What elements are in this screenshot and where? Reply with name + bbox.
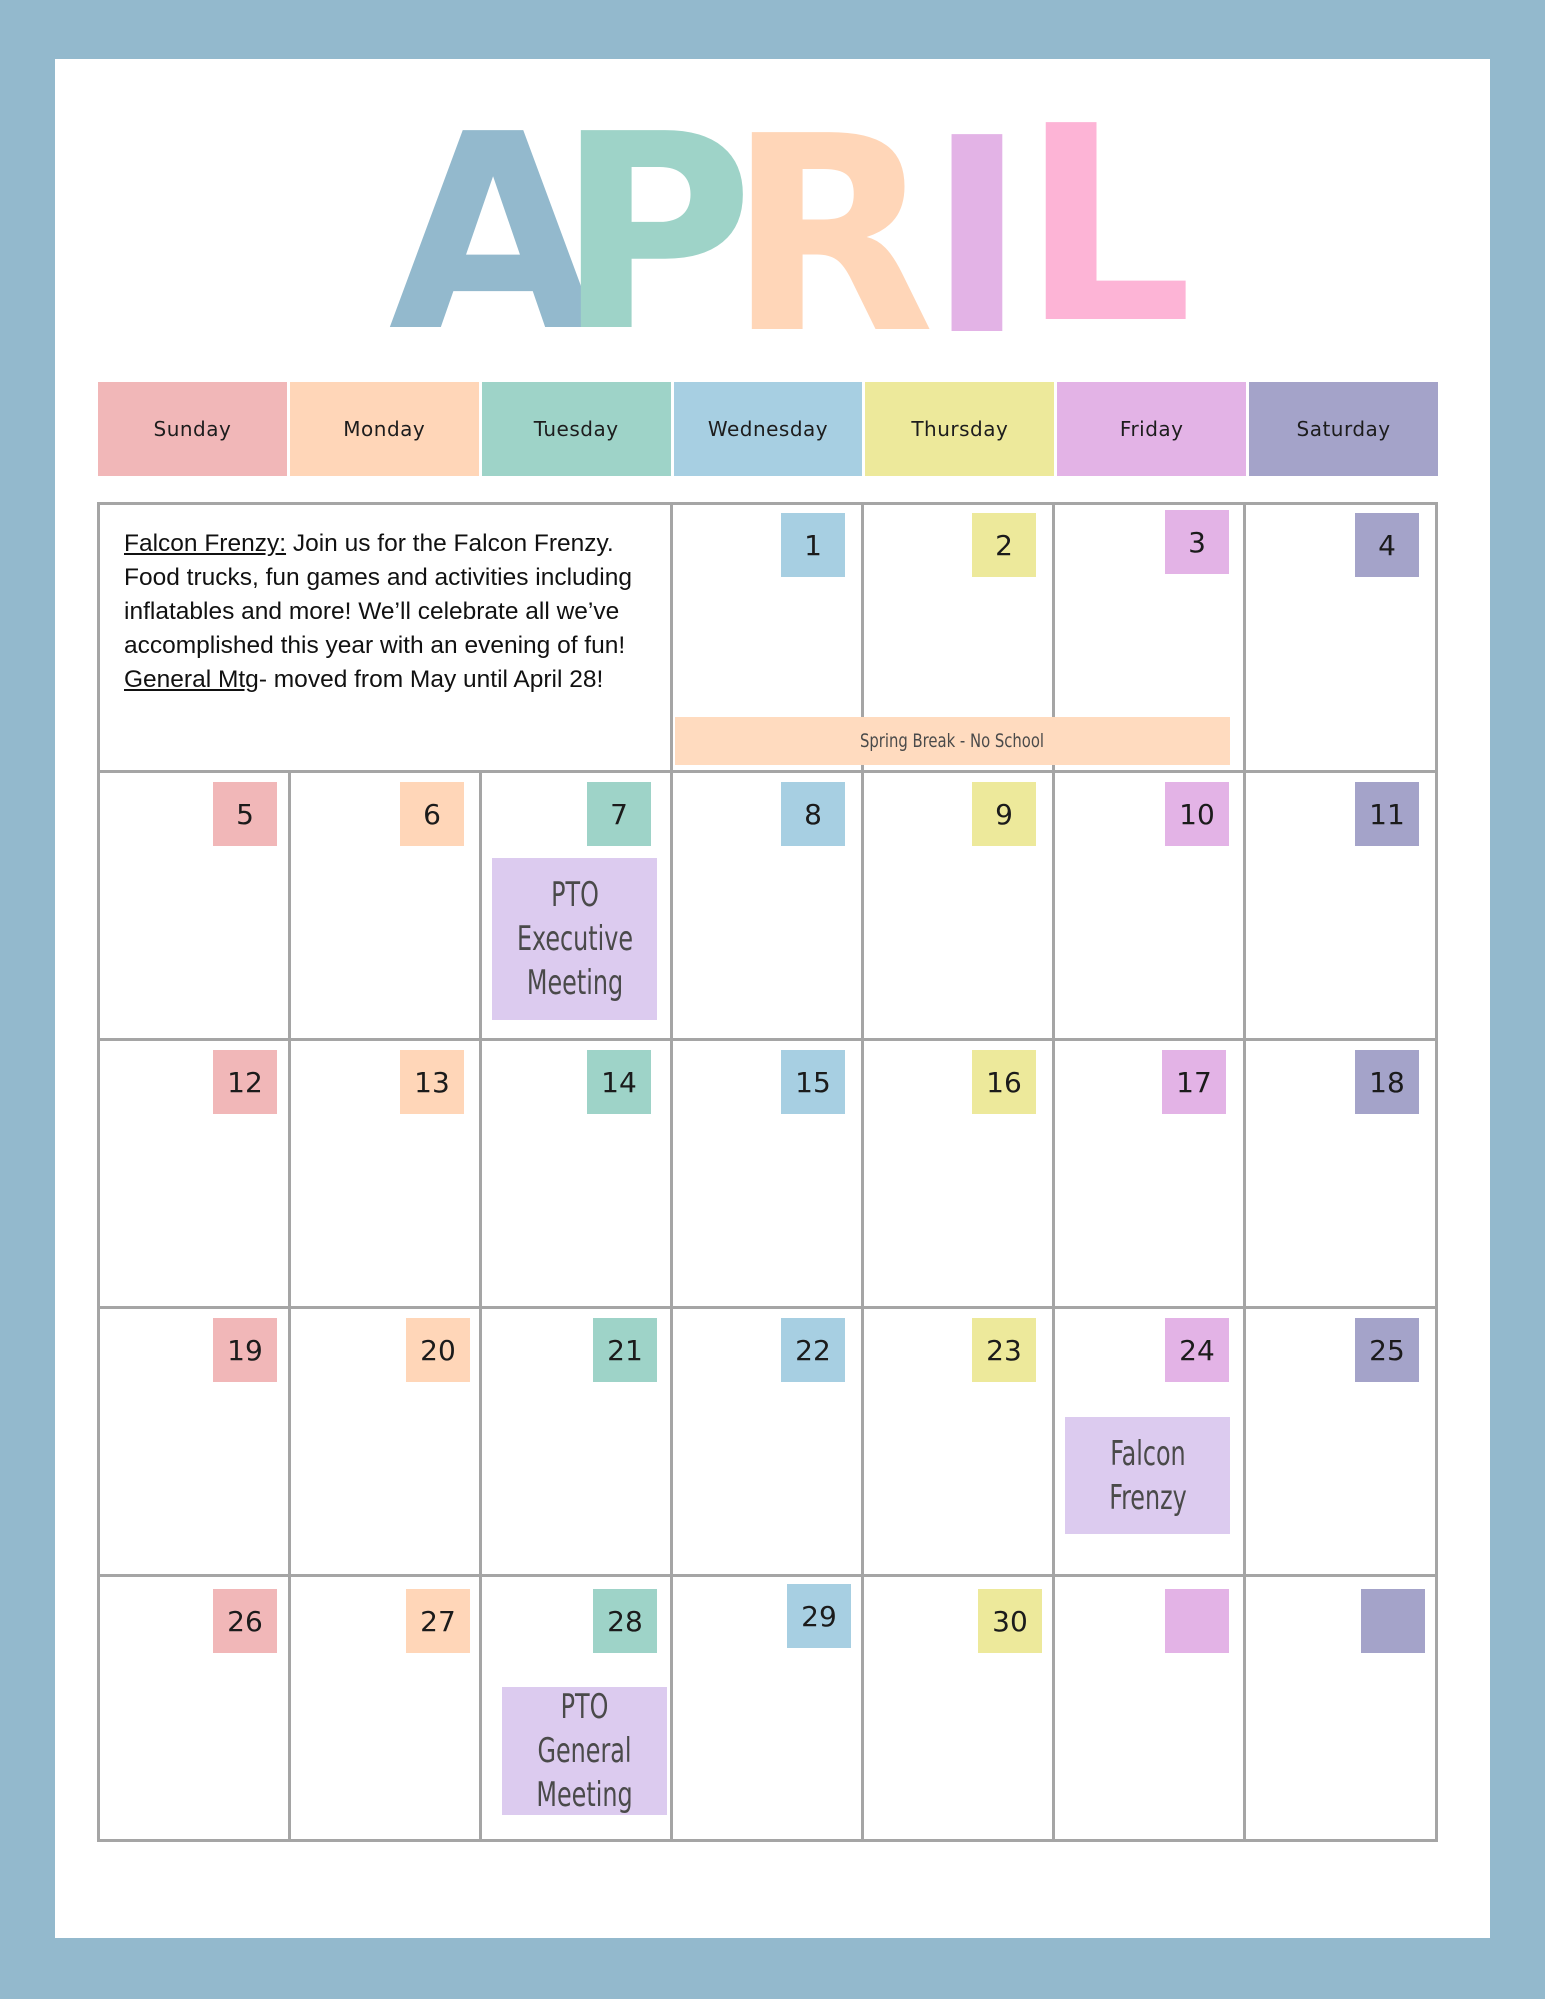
day-number: 17 xyxy=(1162,1050,1226,1114)
day-number: 19 xyxy=(213,1318,277,1382)
day-number: 24 xyxy=(1165,1318,1229,1382)
day-cell-17[interactable] xyxy=(1055,1041,1246,1309)
calendar-page xyxy=(55,59,1490,1938)
day-number: 27 xyxy=(406,1589,470,1653)
day-number: 25 xyxy=(1355,1318,1419,1382)
pto-executive-meeting-label: PTO Executive Meeting xyxy=(516,875,633,1003)
day-number: 3 xyxy=(1165,510,1229,574)
day-cell-14[interactable] xyxy=(482,1041,673,1309)
day-cell-28[interactable] xyxy=(482,1577,673,1842)
weekday-thursday: Thursday xyxy=(865,382,1054,476)
day-cell-22[interactable] xyxy=(673,1309,864,1577)
day-number: 30 xyxy=(978,1589,1042,1653)
day-number: 29 xyxy=(787,1584,851,1648)
day-cell-30[interactable] xyxy=(864,1577,1055,1842)
day-cell-20[interactable] xyxy=(291,1309,482,1577)
day-cell-9[interactable] xyxy=(864,773,1055,1041)
title-letter-a: A xyxy=(388,76,598,379)
weekday-wednesday: Wednesday xyxy=(674,382,863,476)
falcon-frenzy-label: Falcon Frenzy: xyxy=(124,530,287,557)
weekday-header xyxy=(98,382,1438,476)
day-number: 2 xyxy=(972,513,1036,577)
title-letter-i: I xyxy=(926,80,1028,379)
day-cell-18[interactable] xyxy=(1246,1041,1435,1309)
day-number: 16 xyxy=(972,1050,1036,1114)
weekday-saturday: Saturday xyxy=(1249,382,1438,476)
day-number: 14 xyxy=(587,1050,651,1114)
general-mtg-label: General Mtg xyxy=(124,666,259,693)
empty-day-marker xyxy=(1361,1589,1425,1653)
weekday-sunday: Sunday xyxy=(98,382,287,476)
day-cell-16[interactable] xyxy=(864,1041,1055,1309)
day-number: 7 xyxy=(587,782,651,846)
pto-general-meeting-label: PTO General Meeting xyxy=(536,1687,633,1815)
spring-break-label: Spring Break - No School xyxy=(860,730,1045,752)
day-cell-7[interactable] xyxy=(482,773,673,1041)
pto-general-meeting-event[interactable] xyxy=(502,1687,667,1815)
day-number: 1 xyxy=(781,513,845,577)
day-number: 8 xyxy=(781,782,845,846)
general-mtg-text: - moved from May until April 28! xyxy=(258,666,604,693)
month-title xyxy=(55,59,1490,379)
pto-executive-meeting-event[interactable] xyxy=(492,858,657,1020)
day-number: 21 xyxy=(593,1318,657,1382)
day-number: 6 xyxy=(400,782,464,846)
day-number: 4 xyxy=(1355,513,1419,577)
spring-break-banner xyxy=(675,717,1230,765)
day-cell-23[interactable] xyxy=(864,1309,1055,1577)
day-number: 22 xyxy=(781,1318,845,1382)
title-letter-l: L xyxy=(1020,68,1194,379)
day-number: 23 xyxy=(972,1318,1036,1382)
day-cell-19[interactable] xyxy=(100,1309,291,1577)
day-cell-4[interactable] xyxy=(1246,505,1435,773)
day-number: 12 xyxy=(213,1050,277,1114)
day-cell-25[interactable] xyxy=(1246,1309,1435,1577)
weekday-tuesday: Tuesday xyxy=(482,382,671,476)
day-cell-13[interactable] xyxy=(291,1041,482,1309)
falcon-frenzy-event[interactable] xyxy=(1065,1417,1230,1534)
day-cell-8[interactable] xyxy=(673,773,864,1041)
day-number: 15 xyxy=(781,1050,845,1114)
day-number: 26 xyxy=(213,1589,277,1653)
day-cell-21[interactable] xyxy=(482,1309,673,1577)
month-title-art xyxy=(55,59,1490,379)
day-cell-26[interactable] xyxy=(100,1577,291,1842)
day-cell-empty-sat xyxy=(1246,1577,1435,1842)
empty-day-marker xyxy=(1165,1589,1229,1653)
day-number: 20 xyxy=(406,1318,470,1382)
notes-cell xyxy=(100,505,673,773)
weekday-monday: Monday xyxy=(290,382,479,476)
day-number: 13 xyxy=(400,1050,464,1114)
day-number: 11 xyxy=(1355,782,1419,846)
weekday-friday: Friday xyxy=(1057,382,1246,476)
day-cell-6[interactable] xyxy=(291,773,482,1041)
day-number: 9 xyxy=(972,782,1036,846)
title-letter-r: R xyxy=(727,78,935,379)
day-cell-29[interactable] xyxy=(673,1577,864,1842)
day-cell-24[interactable] xyxy=(1055,1309,1246,1577)
day-number: 10 xyxy=(1165,782,1229,846)
title-letter-p: P xyxy=(556,76,754,379)
falcon-frenzy-label: Falcon Frenzy xyxy=(1108,1433,1187,1518)
calendar-grid xyxy=(97,502,1438,1842)
falcon-frenzy-text: Join us for the Falcon Frenzy. Food trucks, fun games and activities including inflatables and more! We’ll celebrate all we’ve accomplished this year with an evening of fun! xyxy=(124,530,632,659)
day-cell-5[interactable] xyxy=(100,773,291,1041)
day-cell-27[interactable] xyxy=(291,1577,482,1842)
day-number: 5 xyxy=(213,782,277,846)
day-cell-empty-fri xyxy=(1055,1577,1246,1842)
day-cell-15[interactable] xyxy=(673,1041,864,1309)
day-cell-11[interactable] xyxy=(1246,773,1435,1041)
day-number: 28 xyxy=(593,1589,657,1653)
day-number: 18 xyxy=(1355,1050,1419,1114)
day-cell-12[interactable] xyxy=(100,1041,291,1309)
day-cell-10[interactable] xyxy=(1055,773,1246,1041)
